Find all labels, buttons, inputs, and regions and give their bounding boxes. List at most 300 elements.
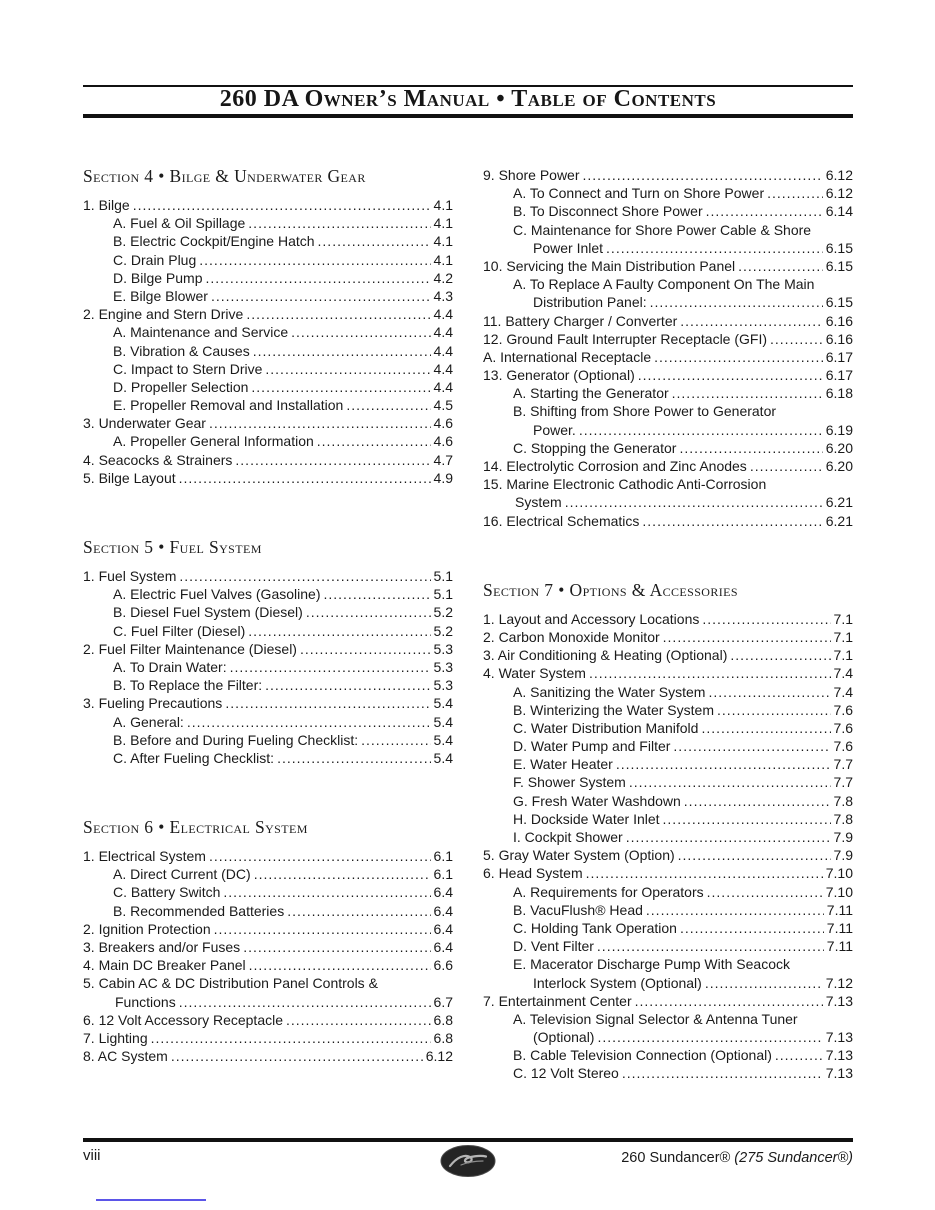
dot-leader — [251, 378, 430, 396]
dot-leader — [606, 239, 823, 257]
toc-entry — [83, 902, 453, 920]
page-ref: 6.4 — [433, 920, 453, 937]
page-ref: 6.12 — [425, 1048, 453, 1065]
page-ref: 4.4 — [433, 360, 453, 377]
dot-leader — [680, 919, 824, 937]
toc-entry — [83, 658, 453, 676]
toc-entry-title: 3. Underwater Gear — [83, 415, 206, 432]
dot-leader — [205, 269, 430, 287]
dot-leader — [246, 305, 430, 323]
toc-entry — [83, 622, 453, 640]
page-ref: 7.11 — [826, 938, 853, 955]
toc-entry — [483, 610, 853, 628]
page-ref: 7.10 — [825, 865, 853, 882]
toc-entry — [483, 1010, 853, 1028]
dot-leader — [663, 810, 831, 828]
page-ref: 7.1 — [833, 647, 853, 664]
toc-entry-title: B. Before and During Fueling Checklist: — [113, 731, 359, 748]
dot-leader — [179, 469, 431, 487]
dot-leader — [642, 512, 822, 530]
dot-leader — [265, 676, 430, 694]
toc-section — [483, 166, 853, 530]
toc-section — [83, 817, 453, 1065]
page-ref: 4.4 — [433, 342, 453, 359]
toc-entry — [83, 676, 453, 694]
dot-leader — [248, 214, 430, 232]
toc-entry-title: B. Winterizing the Water System — [513, 701, 714, 718]
page-ref: 7.1 — [833, 628, 853, 645]
header-bottom-rule — [83, 114, 853, 118]
dot-leader — [179, 567, 430, 585]
toc-entry-title: C. After Fueling Checklist: — [113, 749, 275, 766]
toc-entry — [83, 305, 453, 323]
toc-entry — [483, 366, 853, 384]
toc-entry-title: C. Battery Switch — [113, 884, 221, 901]
toc-entry-title: I. Cockpit Shower — [513, 829, 623, 845]
dot-leader — [225, 694, 430, 712]
toc-entry-title: E. Macerator Discharge Pump With Seacock — [513, 956, 790, 973]
toc-entry — [483, 974, 853, 992]
page-ref: 5.3 — [433, 677, 453, 694]
toc-entry — [83, 731, 453, 749]
page-ref: 5.3 — [433, 658, 453, 675]
page-ref: 4.3 — [433, 287, 453, 304]
toc-entry-title: 1. Electrical System — [83, 848, 206, 865]
toc-entry-title: A. To Drain Water: — [113, 658, 227, 675]
toc-entry — [83, 451, 453, 469]
page-ref: 7.10 — [825, 883, 853, 900]
toc-entry-title: D. Bilge Pump — [113, 269, 203, 286]
dot-leader — [708, 683, 830, 701]
toc-entry — [483, 992, 853, 1010]
toc-entry-title: 14. Electrolytic Corrosion and Zinc Anodes — [483, 458, 747, 474]
page-ref: 4.5 — [433, 397, 453, 414]
dot-leader — [622, 1064, 823, 1082]
toc-entry — [483, 701, 853, 719]
dot-leader — [323, 585, 430, 603]
dot-leader — [171, 1047, 423, 1065]
toc-entry-title: 6. Head System — [483, 865, 583, 882]
toc-entry-title: C. Fuel Filter (Diesel) — [113, 622, 246, 639]
toc-entry — [483, 846, 853, 864]
page-ref: 7.1 — [833, 610, 853, 627]
page-ref: 7.6 — [833, 701, 853, 718]
section-heading: Section 7 • Options & Accessories — [483, 579, 738, 600]
toc-entry — [483, 239, 853, 257]
page-ref: 6.21 — [825, 512, 853, 529]
model-secondary: (275 Sundancer®) — [734, 1150, 853, 1166]
page-ref: 4.1 — [433, 197, 453, 213]
page-ref: 6.19 — [825, 421, 853, 438]
toc-entry — [483, 493, 853, 511]
page-ref: 4.4 — [433, 378, 453, 395]
toc-entry — [83, 414, 453, 432]
dot-leader — [317, 432, 431, 450]
toc-entry-title: A. Requirements for Operators — [513, 883, 704, 900]
toc-entry — [83, 469, 453, 487]
dot-leader — [187, 713, 431, 731]
toc-entry — [83, 920, 453, 938]
dot-leader — [583, 166, 823, 184]
toc-entry — [83, 1011, 453, 1029]
toc-entry-title: Interlock System (Optional) — [533, 974, 702, 991]
toc-entry — [83, 938, 453, 956]
toc-entry — [483, 773, 853, 791]
page-ref: 4.6 — [433, 433, 453, 450]
dot-leader — [635, 992, 823, 1010]
dot-leader — [265, 360, 430, 378]
page-ref: 7.7 — [833, 756, 853, 773]
toc-entry-title: B. Cable Television Connection (Optional) — [513, 1047, 772, 1064]
dot-leader — [707, 883, 823, 901]
toc-entry — [83, 847, 453, 865]
toc-entry-title: 7. Entertainment Center — [483, 992, 632, 1009]
section-heading: Section 5 • Fuel System — [83, 537, 262, 557]
toc-entry — [483, 439, 853, 457]
toc-entry — [483, 901, 853, 919]
toc-entry — [483, 864, 853, 882]
toc-entry — [483, 683, 853, 701]
page-ref: 5.1 — [433, 586, 453, 603]
toc-entry-title: 4. Water System — [483, 665, 586, 682]
page-ref: 6.7 — [433, 993, 453, 1010]
toc-entry-title: 1. Fuel System — [83, 568, 177, 584]
page-ref: 6.15 — [825, 257, 853, 274]
dot-leader — [673, 737, 830, 755]
dot-leader — [223, 883, 430, 901]
dot-leader — [214, 920, 431, 938]
toc-entry-title: C. Stopping the Generator — [513, 439, 677, 456]
section-heading: Section 6 • Electrical System — [83, 817, 308, 838]
toc-entry — [83, 883, 453, 901]
toc-entry-title: 5. Gray Water System (Option) — [483, 847, 675, 864]
page-ref: 7.7 — [833, 774, 853, 791]
toc-entry-title: 16. Electrical Schematics — [483, 512, 640, 529]
dot-leader — [248, 622, 430, 640]
toc-entry — [483, 166, 853, 184]
page-ref: 5.3 — [433, 640, 453, 657]
dot-leader — [646, 901, 824, 919]
dot-leader — [638, 366, 823, 384]
toc-entry — [483, 257, 853, 275]
toc-entry-title: 12. Ground Fault Interrupter Receptacle (GFI) — [483, 330, 768, 347]
page-ref: 4.9 — [433, 469, 453, 486]
dot-leader — [300, 640, 431, 658]
toc-entry — [83, 251, 453, 269]
toc-entry — [483, 646, 853, 664]
dot-leader — [650, 293, 823, 311]
page-title: 260 DA Owner’s Manual • Table of Contents — [219, 86, 717, 112]
toc-entry-title: 3. Air Conditioning & Heating (Optional) — [483, 647, 728, 664]
toc-entry — [83, 713, 453, 731]
toc-entry-title: C. Holding Tank Operation — [513, 919, 677, 936]
dot-leader — [243, 938, 430, 956]
link-underline-artifact — [96, 1199, 206, 1201]
dot-leader — [680, 312, 822, 330]
toc-entry-title: A. To Connect and Turn on Shore Power — [513, 185, 765, 202]
page-ref: 4.6 — [433, 415, 453, 432]
toc-entry — [83, 585, 453, 603]
toc-entry — [483, 293, 853, 311]
toc-entry-title: 13. Generator (Optional) — [483, 367, 635, 384]
toc-entry — [483, 330, 853, 348]
toc-section — [83, 166, 453, 487]
dot-leader — [672, 384, 823, 402]
page-ref: 7.13 — [825, 1029, 853, 1046]
toc-entry — [83, 323, 453, 341]
page-ref: 5.1 — [433, 568, 453, 584]
page-ref: 7.13 — [825, 1065, 853, 1082]
toc-entry-title: B. Shifting from Shore Power to Generator — [513, 403, 777, 420]
dot-leader — [346, 396, 430, 414]
page-ref: 7.8 — [833, 810, 853, 827]
toc-entry — [483, 512, 853, 530]
dot-leader — [701, 719, 830, 737]
toc-entry — [83, 360, 453, 378]
toc-entry — [483, 828, 853, 846]
toc-entry-title: A. General: — [113, 713, 184, 730]
toc-entry-title: Distribution Panel: — [533, 294, 647, 311]
toc-entry-title: A. Maintenance and Service — [113, 324, 289, 341]
toc-entry-title: Power. — [533, 421, 576, 438]
toc-entry — [483, 221, 853, 239]
page-ref: 5.4 — [433, 713, 453, 730]
page-ref: 6.12 — [825, 167, 853, 183]
toc-entry — [83, 974, 453, 992]
toc-entry-title: A. Starting the Generator — [513, 385, 669, 402]
toc-entry-title: A. To Replace A Faulty Component On The Main — [513, 276, 815, 293]
toc-entry-title: 3. Breakers and/or Fuses — [83, 939, 241, 955]
dot-leader — [767, 184, 823, 202]
toc-entry-title: C. Impact to Stern Drive — [113, 360, 263, 377]
dot-leader — [705, 974, 823, 992]
toc-entry-title: 5. Bilge Layout — [83, 469, 176, 486]
toc-entry — [483, 792, 853, 810]
dot-leader — [209, 414, 431, 432]
toc-entry-title: G. Fresh Water Washdown — [513, 792, 681, 809]
toc-entry — [483, 810, 853, 828]
toc-entry — [83, 694, 453, 712]
toc-entry — [483, 384, 853, 402]
page-ref: 6.18 — [825, 385, 853, 402]
toc-entry — [83, 378, 453, 396]
toc-entry-title: (Optional) — [533, 1029, 595, 1046]
toc-entry — [483, 628, 853, 646]
toc-entry-title: A. Direct Current (DC) — [113, 866, 251, 883]
dot-leader — [361, 731, 430, 749]
toc-entry-title: 5. Cabin AC & DC Distribution Panel Controls & — [83, 975, 378, 992]
toc-entry-title: 15. Marine Electronic Cathodic Anti-Corrosion — [483, 476, 767, 493]
page-ref: 6.17 — [825, 367, 853, 384]
dot-leader — [249, 956, 431, 974]
page-ref: 7.13 — [825, 1047, 853, 1064]
toc-entry — [483, 457, 853, 475]
dot-leader — [616, 755, 831, 773]
toc-entry-title: 3. Fueling Precautions — [83, 695, 223, 712]
dot-leader — [209, 847, 431, 865]
section-heading: Section 4 • Bilge & Underwater Gear — [83, 166, 366, 186]
toc-entry — [483, 1046, 853, 1064]
toc-entry-title: 2. Carbon Monoxide Monitor — [483, 628, 660, 645]
toc-entry — [483, 312, 853, 330]
toc-entry-title: 2. Ignition Protection — [83, 920, 211, 937]
toc-entry-title: D. Vent Filter — [513, 938, 594, 955]
page-ref: 6.16 — [825, 330, 853, 347]
toc-entry — [83, 1029, 453, 1047]
toc-entry — [483, 202, 853, 220]
toc-entry-title: A. Electric Fuel Valves (Gasoline) — [113, 586, 321, 603]
page-ref: 7.6 — [833, 719, 853, 736]
toc-entry-title: 2. Engine and Stern Drive — [83, 306, 244, 323]
page-ref: 7.6 — [833, 738, 853, 755]
toc-entry — [483, 348, 853, 366]
page-ref: 7.9 — [833, 847, 853, 864]
page-ref: 6.12 — [825, 185, 853, 202]
toc-entry-title: 8. AC System — [83, 1048, 168, 1065]
toc-entry — [83, 232, 453, 250]
page-ref: 6.4 — [433, 884, 453, 901]
page-ref: 6.6 — [433, 957, 453, 974]
toc-entry — [83, 269, 453, 287]
dot-leader — [629, 773, 831, 791]
toc-entry-title: 9. Shore Power — [483, 167, 580, 183]
dot-leader — [626, 828, 831, 846]
toc-entry-title: D. Water Pump and Filter — [513, 738, 671, 755]
toc-entry — [483, 275, 853, 293]
toc-entry — [483, 737, 853, 755]
page-ref: 5.2 — [433, 622, 453, 639]
toc-section — [83, 537, 453, 767]
toc-entry — [483, 955, 853, 973]
toc-entry-title: A. International Receptacle — [483, 348, 652, 365]
page-ref: 6.17 — [825, 348, 853, 365]
page-ref: 4.1 — [433, 251, 453, 268]
page-ref: 7.4 — [833, 665, 853, 682]
dot-leader — [230, 658, 431, 676]
toc-entry — [83, 749, 453, 767]
page-ref: 6.14 — [825, 203, 853, 220]
toc-entry — [483, 1064, 853, 1082]
page-ref: 7.13 — [825, 992, 853, 1009]
dot-leader — [199, 251, 430, 269]
toc-entry-title: 2. Fuel Filter Maintenance (Diesel) — [83, 640, 297, 657]
toc-entry — [83, 603, 453, 621]
toc-entry — [483, 421, 853, 439]
toc-entry — [83, 640, 453, 658]
dot-leader — [286, 1011, 431, 1029]
toc-entry — [83, 214, 453, 232]
toc-entry — [483, 184, 853, 202]
toc-entry-title: 7. Lighting — [83, 1029, 148, 1046]
toc-entry — [83, 956, 453, 974]
toc-entry — [83, 1047, 453, 1065]
dot-leader — [679, 439, 822, 457]
page-ref: 4.7 — [433, 451, 453, 468]
toc-entry-title: B. To Replace the Filter: — [113, 677, 263, 694]
page-ref: 5.4 — [433, 749, 453, 766]
page-ref: 6.8 — [433, 1029, 453, 1046]
toc-entry-title: E. Water Heater — [513, 756, 613, 773]
toc-entry-title: 11. Battery Charger / Converter — [483, 312, 678, 329]
dot-leader — [589, 664, 831, 682]
toc-entry-title: C. 12 Volt Stereo — [513, 1065, 619, 1082]
dot-leader — [565, 493, 823, 511]
dot-leader — [235, 451, 430, 469]
toc-entry-title: A. Fuel & Oil Spillage — [113, 215, 246, 232]
dot-leader — [702, 610, 830, 628]
toc-entry-title: C. Water Distribution Manifold — [513, 719, 699, 736]
toc-column-right — [483, 160, 853, 1133]
toc-entry-title: Power Inlet — [533, 239, 604, 256]
toc-entry-title: System — [515, 494, 562, 511]
page-ref: 6.8 — [433, 1011, 453, 1028]
toc-entry — [483, 755, 853, 773]
toc-entry — [483, 719, 853, 737]
toc-entry-title: 4. Main DC Breaker Panel — [83, 957, 246, 974]
dot-leader — [663, 628, 831, 646]
toc-entry-title: A. Sanitizing the Water System — [513, 683, 706, 700]
toc-entry — [483, 475, 853, 493]
dot-leader — [318, 232, 431, 250]
toc-entry-title: A. Television Signal Selector & Antenna Tuner — [513, 1010, 798, 1027]
page-ref: 4.2 — [433, 269, 453, 286]
toc-entry — [483, 937, 853, 955]
toc-entry-title: C. Drain Plug — [113, 251, 197, 268]
toc-column-left — [83, 160, 453, 1115]
footer-model-text — [621, 1150, 853, 1166]
toc-entry-title: B. Vibration & Causes — [113, 342, 250, 359]
page-ref: 7.4 — [833, 683, 853, 700]
toc-entry — [83, 342, 453, 360]
toc-entry-title: E. Propeller Removal and Installation — [113, 397, 344, 414]
toc-entry-title: 6. 12 Volt Accessory Receptacle — [83, 1011, 283, 1028]
toc-entry-title: C. Maintenance for Shore Power Cable & Shore — [513, 221, 812, 238]
dot-leader — [775, 1046, 823, 1064]
toc-entry — [83, 993, 453, 1011]
toc-entry-title: H. Dockside Water Inlet — [513, 810, 660, 827]
toc-entry-title: B. Diesel Fuel System (Diesel) — [113, 604, 303, 621]
toc-entry-title: B. Recommended Batteries — [113, 902, 285, 919]
page-ref: 7.9 — [833, 829, 853, 845]
dot-leader — [253, 342, 431, 360]
toc-entry-title: B. VacuFlush® Head — [513, 901, 643, 918]
toc-section — [483, 580, 853, 1083]
page-ref: 5.4 — [433, 731, 453, 748]
page-ref: 4.4 — [433, 324, 453, 341]
toc-entry-title: B. Electric Cockpit/Engine Hatch — [113, 233, 315, 250]
toc-entry-title: 1. Bilge — [83, 197, 130, 213]
folio-page-number: viii — [83, 1147, 101, 1164]
page-ref: 7.11 — [826, 919, 853, 936]
toc-entry-title: A. Propeller General Information — [113, 433, 314, 450]
dot-leader — [277, 749, 430, 767]
toc-entry-title: 1. Layout and Accessory Locations — [483, 610, 700, 627]
page-ref: 6.1 — [433, 866, 453, 883]
page-ref: 6.4 — [433, 902, 453, 919]
dot-leader — [579, 421, 823, 439]
page-ref: 4.1 — [433, 215, 453, 232]
model-primary: 260 Sundancer® — [621, 1150, 731, 1166]
toc-entry-title: 10. Servicing the Main Distribution Panel — [483, 257, 736, 274]
dot-leader — [730, 646, 830, 664]
page-ref: 5.4 — [433, 695, 453, 712]
page-ref: 7.12 — [825, 974, 853, 991]
page-ref: 5.2 — [433, 604, 453, 621]
dot-leader — [597, 937, 824, 955]
toc-entry — [483, 1028, 853, 1046]
page-ref: 6.4 — [433, 939, 453, 955]
toc-entry — [83, 432, 453, 450]
